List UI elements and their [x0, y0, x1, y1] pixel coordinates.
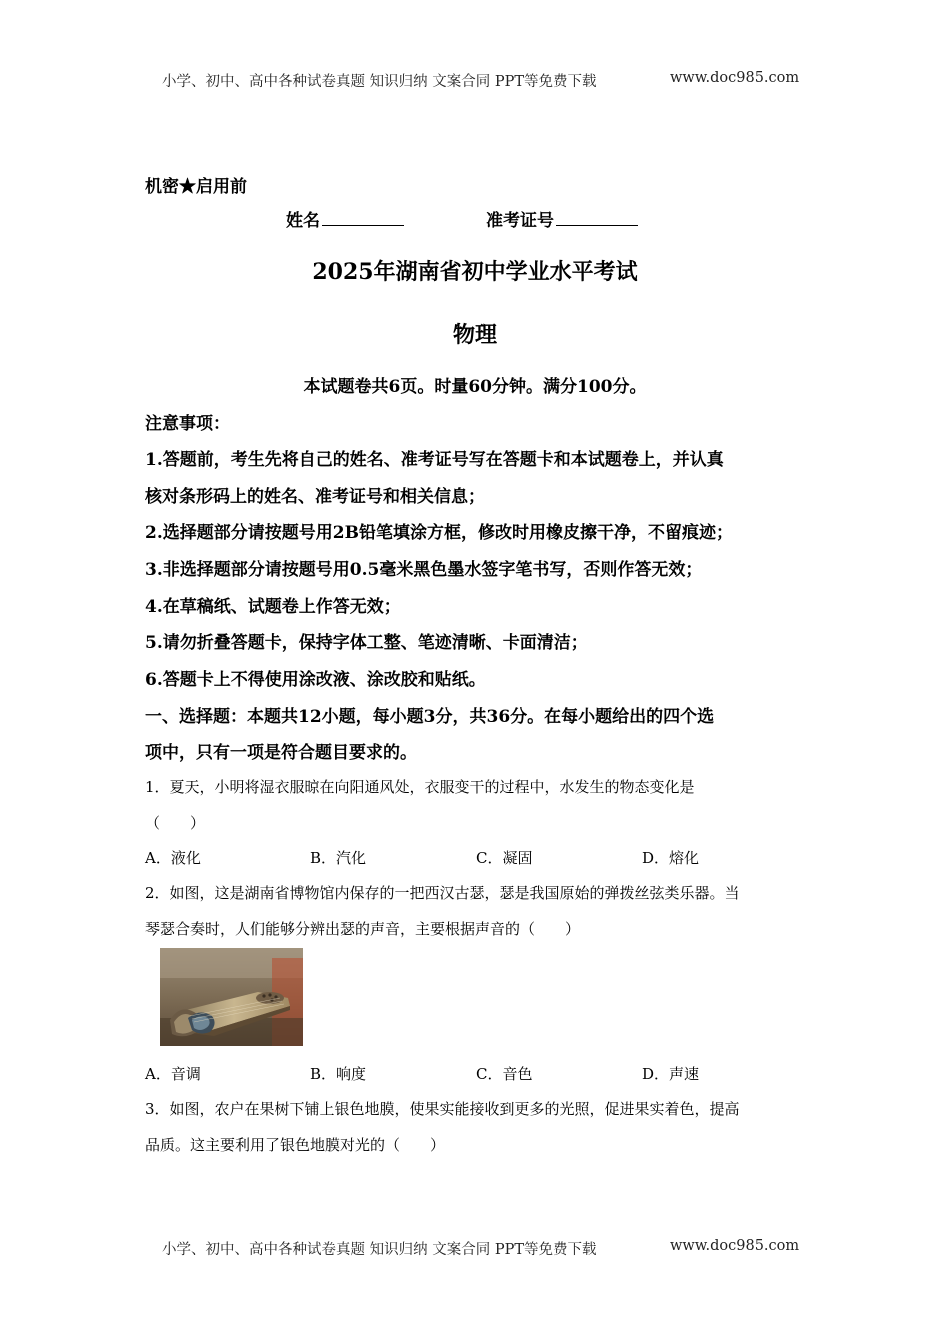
- exam-id-blank: [556, 210, 638, 226]
- q2-option-b: B．响度: [310, 1065, 367, 1083]
- question-3-text: 3．如图，农户在果树下铺上银色地膜，使果实能接收到更多的光照，促进果实着色，提高: [145, 1100, 740, 1118]
- exam-id-field: [486, 206, 638, 231]
- question-2-text: 2．如图，这是湖南省博物馆内保存的一把西汉古瑟，瑟是我国原始的弹拨丝弦类乐器。当: [145, 884, 740, 902]
- notice-item: 2.选择题部分请按题号用2B铅笔填涂方框，修改时用橡皮擦干净，不留痕迹；: [145, 523, 733, 543]
- exam-title: 2025年湖南省初中学业水平考试: [312, 259, 638, 285]
- question-1-text: 1．夏天，小明将湿衣服晾在向阳通风处，衣服变干的过程中，水发生的物态变化是: [145, 778, 695, 796]
- notice-item: 4.在草稿纸、试题卷上作答无效；: [145, 597, 401, 617]
- question-1-bracket: （ ）: [145, 814, 206, 832]
- notice-heading: 注意事项：: [145, 414, 230, 434]
- q1-option-c: C．凝固: [476, 849, 533, 867]
- secret-mark: 机密★启用前: [145, 177, 247, 197]
- question-2-text-cont: 琴瑟合奏时，人们能够分辨出瑟的声音，主要根据声音的（ ）: [145, 920, 581, 938]
- q2-option-a: A．音调: [145, 1065, 201, 1083]
- exam-id-label: 准考证号: [486, 211, 554, 231]
- exam-info: 本试题卷共6页。时量60分钟。满分100分。: [303, 377, 647, 397]
- notice-item: 核对条形码上的姓名、准考证号和相关信息；: [145, 487, 485, 507]
- notice-item: 3.非选择题部分请按题号用0.5毫米黑色墨水签字笔书写，否则作答无效；: [145, 560, 703, 580]
- ancient-se-photo: [160, 948, 303, 1046]
- notice-item: 6.答题卡上不得使用涂改液、涂改胶和贴纸。: [145, 670, 486, 690]
- notice-item: 1.答题前，考生先将自己的姓名、准考证号写在答题卡和本试题卷上，并认真: [145, 450, 724, 470]
- name-label: 姓名: [286, 211, 320, 231]
- q1-option-d: D．熔化: [642, 849, 700, 867]
- header-banner-url[interactable]: www.doc985.com: [670, 70, 800, 86]
- header-banner-text: 小学、初中、高中各种试卷真题 知识归纳 文案合同 PPT等免费下载: [162, 74, 597, 90]
- subject-title: 物理: [452, 322, 497, 348]
- notice-item: 5.请勿折叠答题卡，保持字体工整、笔迹清晰、卡面清洁；: [145, 633, 588, 653]
- question-3-text-cont: 品质。这主要利用了银色地膜对光的（ ）: [145, 1136, 446, 1154]
- q1-option-b: B．汽化: [310, 849, 367, 867]
- footer-banner-text: 小学、初中、高中各种试卷真题 知识归纳 文案合同 PPT等免费下载: [162, 1242, 597, 1258]
- name-blank: [322, 210, 404, 226]
- footer-banner-url[interactable]: www.doc985.com: [670, 1238, 800, 1254]
- q2-option-d: D．声速: [642, 1065, 700, 1083]
- q1-option-a: A．液化: [145, 849, 201, 867]
- q2-option-c: C．音色: [476, 1065, 533, 1083]
- section1-heading-cont: 项中，只有一项是符合题目要求的。: [145, 743, 417, 763]
- section1-heading: 一、选择题：本题共12小题，每小题3分，共36分。在每小题给出的四个选: [145, 707, 715, 727]
- name-field: [286, 206, 404, 231]
